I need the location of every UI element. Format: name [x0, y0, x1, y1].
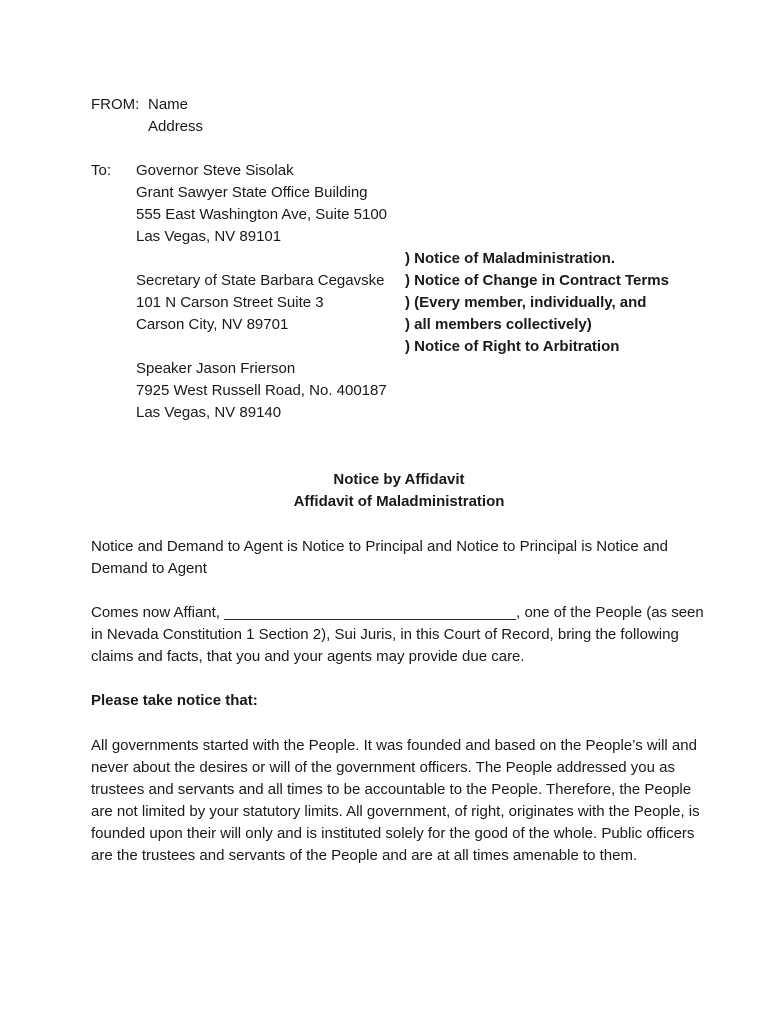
caption-line: ) Notice of Change in Contract Terms — [405, 272, 669, 289]
to-label: To: — [91, 162, 112, 179]
heading-notice-by-affidavit: Notice by Affidavit — [333, 471, 465, 488]
from-address: Address — [148, 118, 204, 135]
body-paragraph: All governments started with the People. It was founded and based on the People’s will and never about the desires or will of the government officers. The People addressed you as trustees and servants and all times to be accountable to the People. Therefore, the People are not limited by your statutory limits. All government, of right, originates with the People, is founded upon their will only and is instituted solely for the good of the whole. Public officers are the trustees and servants of the People and are at all times amenable to them. — [91, 737, 700, 864]
governor-street: 555 East Washington Ave, Suite 5100 — [136, 206, 388, 223]
secretary-street: 101 N Carson Street Suite 3 — [136, 294, 324, 311]
caption-line: ) (Every member, individually, and — [405, 294, 647, 311]
from-label: FROM: — [91, 96, 140, 113]
from-name: Name — [148, 96, 189, 113]
speaker-street: 7925 West Russell Road, No. 400187 — [136, 382, 387, 399]
governor-building: Grant Sawyer State Office Building — [136, 184, 368, 201]
secretary-city: Carson City, NV 89701 — [136, 316, 289, 333]
secretary-name: Secretary of State Barbara Cegavske — [136, 272, 385, 289]
affiant-paragraph: Comes now Affiant, ___________________________________, one of the People (as seen in Nevada Constitution 1 Section 2), Sui Juris, in this Court of Record, bring the following claims and facts, that you and your agents may provide due care. — [91, 604, 704, 665]
notice-heading: Please take notice that: — [91, 692, 258, 709]
demand-paragraph: Notice and Demand to Agent is Notice to Principal and Notice to Principal is Notice and Demand to Agent — [91, 538, 668, 577]
governor-name: Governor Steve Sisolak — [136, 162, 294, 179]
caption-line: ) Notice of Right to Arbitration — [405, 338, 620, 355]
caption-line: ) Notice of Maladministration. — [405, 250, 616, 267]
speaker-name: Speaker Jason Frierson — [136, 360, 296, 377]
governor-city: Las Vegas, NV 89101 — [136, 228, 282, 245]
heading-affidavit-of-maladministration: Affidavit of Maladministration — [293, 493, 505, 510]
caption-line: ) all members collectively) — [405, 316, 592, 333]
speaker-city: Las Vegas, NV 89140 — [136, 404, 282, 421]
